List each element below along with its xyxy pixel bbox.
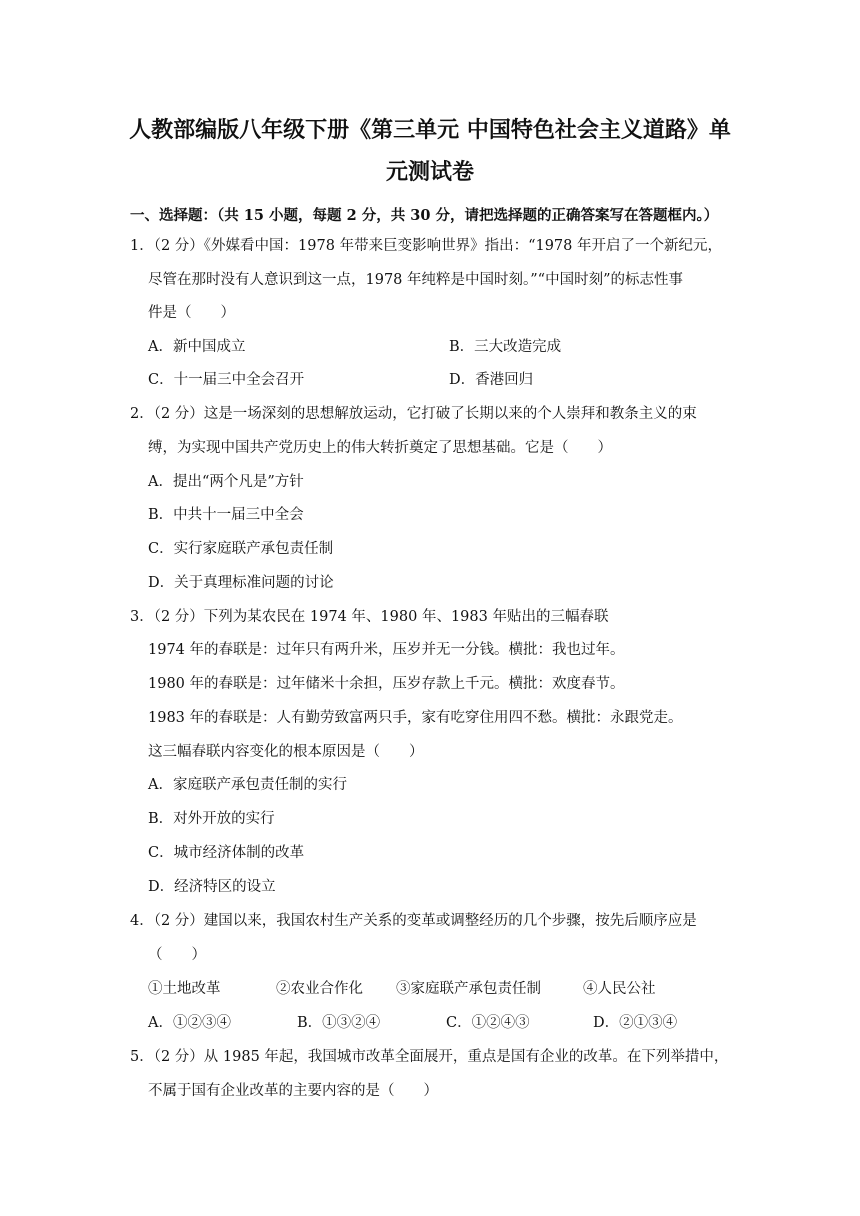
- q5-stem-line-2: 不属于国有企业改革的主要内容的是（ ）: [148, 1083, 438, 1099]
- q1-stem-line-1: 1．（2 分）《外媒看中国：1978 年带来巨变影响世界》指出：“1978 年开启了一个新纪元，: [130, 238, 722, 254]
- q3-option-c: C．城市经济体制的改革: [148, 845, 305, 861]
- q2-option-b: B．中共十一届三中全会: [148, 507, 304, 523]
- q1-option-c: C．十一届三中全会召开: [148, 372, 305, 388]
- q3-stem-line-3: 1980 年的春联是：过年储米十余担，压岁存款上千元。横批：欢度春节。: [148, 676, 625, 692]
- document-title-line-2: 元测试卷: [385, 159, 474, 185]
- q4-option-d: D．②①③④: [593, 1015, 678, 1031]
- q4-item-1: ①土地改革: [148, 981, 221, 997]
- q4-item-4: ④人民公社: [583, 981, 656, 997]
- q4-option-a: A．①②③④: [148, 1015, 231, 1031]
- q2-option-d: D．关于真理标准问题的讨论: [148, 575, 334, 591]
- q2-stem-line-1: 2．（2 分）这是一场深刻的思想解放运动，它打破了长期以来的个人崇拜和教条主义的束: [130, 406, 697, 422]
- q2-stem-line-2: 缚，为实现中国共产党历史上的伟大转折奠定了思想基础。它是（ ）: [148, 440, 612, 456]
- q3-stem-line-2: 1974 年的春联是：过年只有两升米，压岁并无一分钱。横批：我也过年。: [148, 642, 625, 658]
- q4-option-b: B．①③②④: [297, 1015, 381, 1031]
- q4-stem-line-1: 4．（2 分）建国以来，我国农村生产关系的变革或调整经历的几个步骤，按先后顺序应是: [130, 913, 697, 929]
- q5-stem-line-1: 5．（2 分）从 1985 年起，我国城市改革全面展开，重点是国有企业的改革。在下列举措中，: [130, 1049, 729, 1065]
- q4-item-2: ②农业合作化: [276, 981, 363, 997]
- q3-option-d: D．经济特区的设立: [148, 879, 276, 895]
- q4-item-3: ③家庭联产承包责任制: [396, 981, 541, 997]
- q1-option-b: B．三大改造完成: [449, 339, 562, 355]
- section-heading: 一、选择题：（共 15 小题，每题 2 分，共 30 分，请把选择题的正确答案写在答题框内。）: [130, 207, 719, 224]
- q2-option-a: A．提出“两个凡是”方针: [148, 474, 304, 490]
- q1-option-d: D．香港回归: [449, 372, 534, 388]
- q4-stem-line-2: （ ）: [148, 947, 206, 963]
- q2-option-c: C．实行家庭联产承包责任制: [148, 541, 334, 557]
- q1-option-a: A．新中国成立: [148, 339, 246, 355]
- q3-option-a: A．家庭联产承包责任制的实行: [148, 777, 347, 793]
- q1-stem-line-3: 件是（ ）: [148, 305, 235, 321]
- q3-option-b: B．对外开放的实行: [148, 811, 275, 827]
- q3-stem-line-4: 1983 年的春联是：人有勤劳致富两只手，家有吃穿住用四不愁。横批：永跟党走。: [148, 710, 683, 726]
- q4-option-c: C．①②④③: [446, 1015, 530, 1031]
- q1-stem-line-2: 尽管在那时没有人意识到这一点，1978 年纯粹是中国时刻。”“中国时刻”的标志性事: [148, 272, 683, 288]
- q3-stem-line-1: 3．（2 分）下列为某农民在 1974 年、1980 年、1983 年贴出的三幅春联: [130, 609, 609, 625]
- q3-stem-line-5: 这三幅春联内容变化的根本原因是（ ）: [148, 744, 424, 760]
- document-title-line-1: 人教部编版八年级下册《第三单元 中国特色社会主义道路》单: [129, 117, 731, 143]
